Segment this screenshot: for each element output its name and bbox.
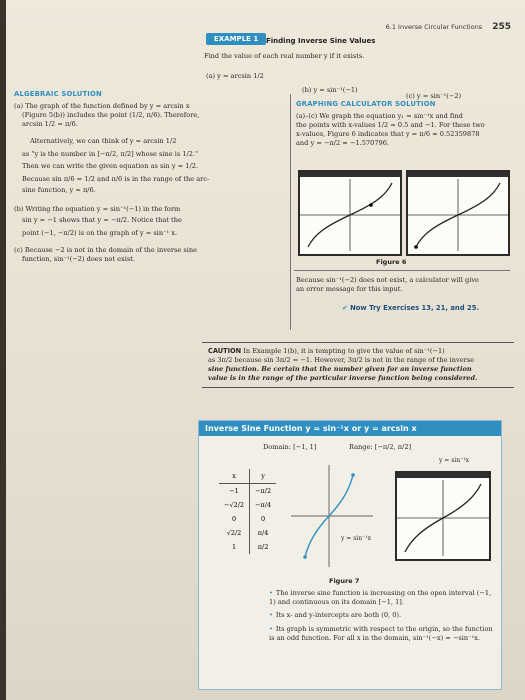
trace-point [414, 245, 418, 249]
text-line: (a)–(c) We graph the equation y₁ = sin⁻¹x and find [296, 112, 463, 120]
part-c-question: (c) y = sin⁻¹(−2) [406, 92, 462, 100]
calculator-curve-label: y = sin⁻¹x [439, 457, 470, 464]
text-line: In Example 1(b), it is tempting to give the value of sin⁻¹(−1) [243, 347, 445, 355]
text-line: and y = −π/2 ≈ −1.570796. [296, 138, 390, 147]
text-line: as "y is the number in [−π/2, π/2] whose sine is 1/2." [22, 149, 199, 158]
text-line: x-values, Figure 6 indicates that y = π/6 ≈ 0.52359878 [296, 129, 480, 138]
text-line: function, sin⁻¹(−2) does not exist. [22, 254, 136, 263]
endpoint-marker [303, 555, 307, 559]
text-line: (Figure 5(b)) includes the point (1/2, π/6). Therefore, [22, 110, 200, 119]
table-row [219, 498, 276, 512]
text-line: the points with x-values 1/2 = 0.5 and −1. For these two [296, 120, 485, 129]
text-line: point (−1, −π/2) is on the graph of y = sin⁻¹ x. [22, 228, 178, 237]
text-line: (b) Writing the equation y = sin⁻¹(−1) in the form [14, 205, 181, 214]
text-line: (a) The graph of the function defined by y = arcsin x [14, 102, 190, 110]
calculator-screen-right [406, 170, 510, 256]
example-label: EXAMPLE 1 [206, 33, 266, 45]
text-line: Because sin π/6 = 1/2 and π/6 is in the range of the arc- [22, 175, 210, 184]
caution-label: CAUTION [208, 347, 242, 355]
part-b-question: (b) y = sin⁻¹(−1) [302, 86, 358, 94]
table-cell: π/2 [257, 543, 269, 551]
caution-box [202, 342, 514, 388]
text-line: sin y = −1 shows that y = −π/2. Notice that the [22, 216, 182, 225]
now-try-text: Now Try Exercises 13, 21, and 25. [350, 304, 480, 312]
running-header [386, 22, 511, 32]
figure-7-label: Figure 7 [329, 577, 360, 585]
table-header-x: x [219, 469, 250, 484]
table-cell: √2/2 [219, 526, 250, 540]
graphing-heading: GRAPHING CALCULATOR SOLUTION [296, 100, 436, 108]
calculator-screen-figure7 [395, 471, 491, 561]
table-cell: −1 [219, 484, 250, 499]
table-cell: −√2/2 [219, 498, 250, 512]
table-row [219, 484, 276, 499]
now-try-exercises [342, 304, 479, 312]
range-text: Range: [−π/2, π/2] [349, 443, 412, 451]
domain-text: Domain: [−1, 1] [263, 443, 317, 451]
checkmark-icon: ✔ [342, 304, 351, 312]
calculator-screen-left [298, 170, 402, 256]
text-line: an error message for this input. [296, 284, 403, 293]
table-row [219, 526, 276, 540]
algebraic-heading: ALGEBRAIC SOLUTION [14, 90, 102, 98]
summary-box-title: Inverse Sine Function y = sin⁻¹x or y = arcsin x [199, 421, 501, 436]
property-list [269, 589, 493, 643]
table-header-row [219, 469, 276, 484]
section-title: 6.1 Inverse Circular Functions [385, 23, 483, 31]
table-row [219, 512, 276, 526]
textbook-page [6, 0, 525, 700]
property-bullet: • Its x- and y-intercepts are both (0, 0). [269, 611, 493, 620]
text-line: sine function. Be certain that the number given for an inverse function [208, 364, 472, 373]
table-header-y: y [250, 469, 277, 484]
example-instruction: Find the value of each real number y if it exists. [204, 52, 365, 60]
arcsin-graph-right [408, 177, 508, 252]
table-cell: 1 [219, 540, 250, 554]
page-number: 255 [492, 22, 511, 32]
trace-point [369, 203, 373, 207]
figure-6-label: Figure 6 [376, 258, 407, 266]
text-line: value is in the range of the particular inverse function being considered. [208, 373, 478, 382]
arcsin-coordinate-graph [287, 461, 377, 571]
text-line: Because sin⁻¹(−2) does not exist, a calculator will give [296, 276, 479, 284]
column-divider [290, 94, 291, 330]
arcsin-graph-figure7 [397, 478, 489, 557]
table-cell: −π/2 [255, 487, 272, 495]
property-bullet: • The inverse sine function is increasing on the open interval (−1, 1) and continuous on its domain [−1, 1]. [269, 589, 493, 607]
example-title: Finding Inverse Sine Values [266, 37, 376, 45]
graph-curve-label: y = sin⁻¹x [341, 535, 372, 542]
table-cell: π/4 [257, 529, 269, 537]
xy-table [219, 469, 276, 554]
table-cell: −π/4 [255, 501, 272, 509]
text-line: Alternatively, we can think of y = arcsin 1/2 [30, 136, 177, 145]
algebraic-solution [14, 102, 288, 264]
text-line: (c) Because −2 is not in the domain of the inverse sine [14, 245, 198, 254]
inverse-sine-summary-box [198, 420, 502, 690]
text-line: Then we can write the given equation as sin y = 1/2. [22, 162, 199, 171]
table-row [219, 540, 276, 554]
text-line: arcsin 1/2 = π/6. [22, 119, 78, 128]
text-line: sine function, y = π/6. [22, 186, 96, 195]
calculator-note [296, 276, 510, 294]
property-bullet: • Its graph is symmetric with respect to the origin, so the function is an odd function. For all x in the domain, sin⁻¹(−x) = −sin⁻¹x. [269, 625, 493, 643]
table-cell: 0 [261, 515, 266, 523]
figure-divider [294, 270, 510, 271]
table-cell: 0 [219, 512, 250, 526]
endpoint-marker [351, 473, 355, 477]
text-line: as 3π/2 because sin 3π/2 = −1. However, 3π/2 is not in the range of the inverse [208, 355, 475, 364]
part-a-question: (a) y = arcsin 1/2 [206, 72, 264, 80]
arcsin-graph-left [300, 177, 400, 252]
graphing-solution [296, 112, 508, 148]
